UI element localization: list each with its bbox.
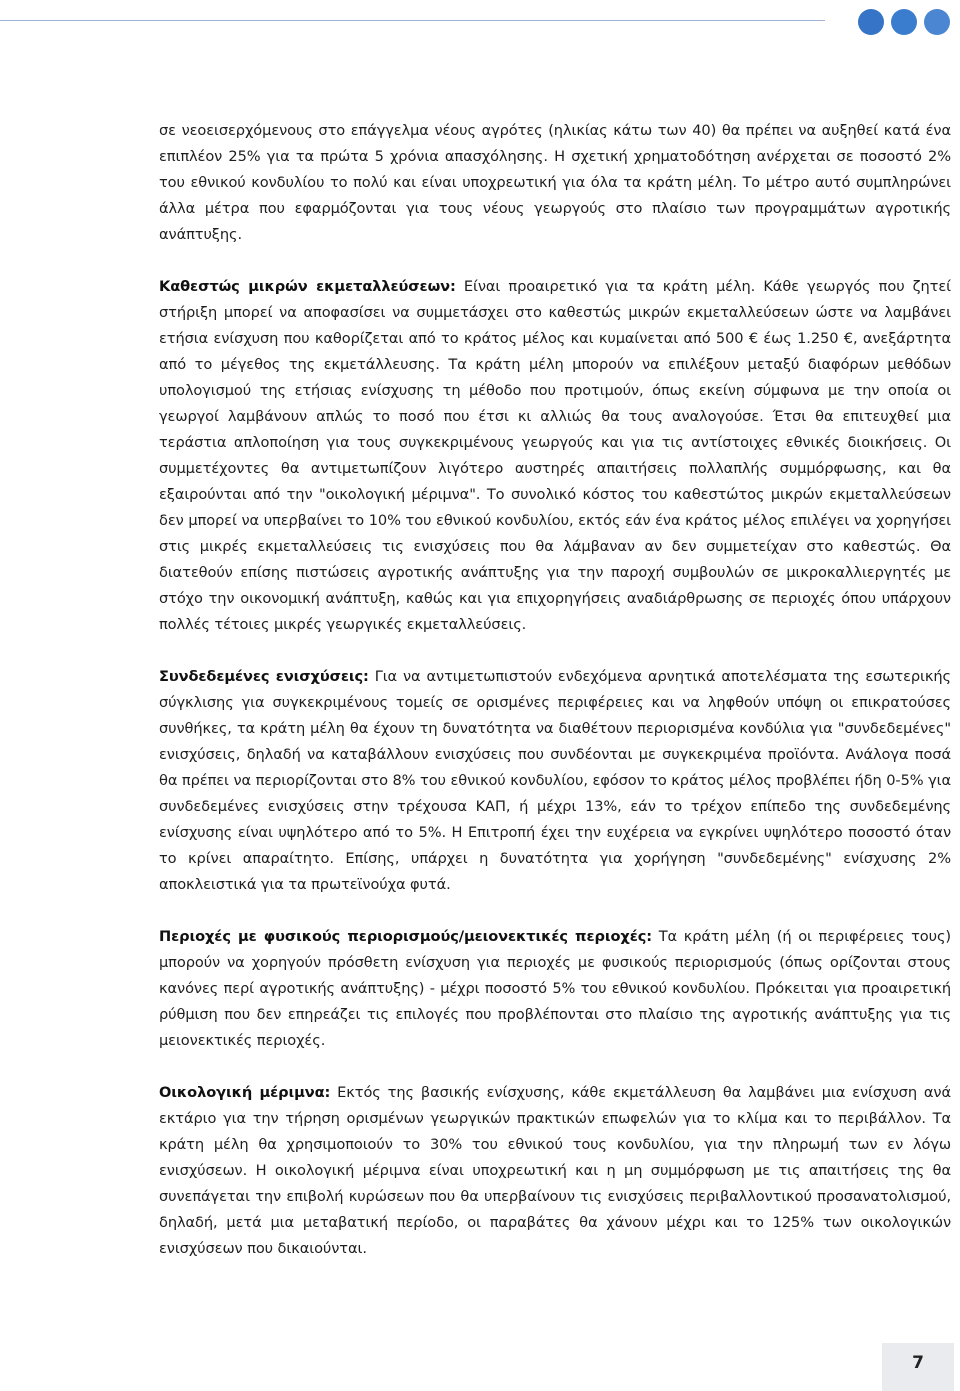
paragraph-young-farmers (159, 118, 951, 248)
paragraph-text: Εκτός της βασικής ενίσχυσης, κάθε εκμετάλλευση θα λαμβάνει μια ενίσχυση ανά εκτάριο για την τήρηση ορισμένων γεωργικών πρακτικών επωφελών για το κλίμα και το περιβάλλον. Τα κράτη μέλη θα χρησιμοποιούν το 30% του εθνικού τους κονδυλίου, για την πληρωμή των εν λόγω ενισχύσεων. Η οικολογική μέριμνα είναι υποχρεωτική και η μη συμμόρφωση με τις απαιτήσεις της θα συνεπάγεται την επιβολή κυρώσεων που θα υπερβαίνουν τις ενισχύσεις περιβαλλοντικού προσανατολισμού, δηλαδή, μετά μια μεταβατική περίοδο, οι παραβάτες θα χάνουν μέχρι και το 125% των οικολογικών ενισχύσεων που δικαιούνται. (159, 1084, 951, 1257)
paragraph-heading: Συνδεδεμένες ενισχύσεις: (159, 668, 369, 685)
paragraph-text: Για να αντιμετωπιστούν ενδεχόμενα αρνητικά αποτελέσματα της εσωτερικής σύγκλισης για συγκεκριμένους τομείς σε ορισμένες περιφέρειες και να ληφθούν υπόψη οι επικρατούσες συνθήκες, τα κράτη μέλη θα έχουν τη δυνατότητα να διαθέτουν περιορισμένα κονδύλια για "συνδεδεμένες" ενισχύσεις, δηλαδή να καταβάλλουν ενισχύσεις που συνδέονται με συγκεκριμένα προϊόντα. Ανάλογα ποσά θα πρέπει να περιορίζονται στο 8% του εθνικού κονδυλίου, εφόσον το κράτος μέλος προβλέπει ήδη 0-5% για συνδεδεμένες ενισχύσεις στην τρέχουσα ΚΑΠ, ή μέχρι 13%, εάν το τρέχον επίπεδο της συνδεδεμένης ενίσχυσης είναι υψηλότερο από το 5%. Η Επιτροπή έχει την ευχέρεια να εγκρίνει υψηλότερο ποσοστό όταν το κρίνει απαραίτητο. Επίσης, υπάρχει η δυνατότητα για χορήγηση "συνδεδεμένης" ενίσχυσης 2% αποκλειστικά για τα πρωτεϊνούχα φυτά. (159, 668, 952, 893)
paragraph-heading: Οικολογική μέριμνα: (159, 1084, 331, 1101)
header-rule (0, 20, 825, 21)
paragraph-text: Τα κράτη μέλη (ή οι περιφέρειες τους) μπορούν να χορηγούν πρόσθετη ενίσχυση για περιοχές με φυσικούς περιορισμούς (όπως ορίζονται στους κανόνες περί αγροτικής ανάπτυξης) - μέχρι ποσοστό 5% του εθνικού κονδυλίου. Πρόκειται για προαιρετική ρύθμιση που δεν επηρεάζει τις επιλογές που προβλέπονται στο πλαίσιο της αγροτικής ανάπτυξης για τις μειονεκτικές περιοχές. (159, 928, 951, 1049)
header-dots (858, 9, 950, 35)
decorative-dot (891, 9, 917, 35)
paragraph-text: Είναι προαιρετικό για τα κράτη μέλη. Κάθε γεωργός που ζητεί στήριξη μπορεί να αποφασίσει να συμμετάσχει στο καθεστώς μικρών εκμεταλλεύσεων ώστε να λαμβάνει ετήσια ενίσχυση που καθορίζεται από το κράτος μέλος και κυμαίνεται από 500 € έως 1.250 €, ανεξάρτητα από το μέγεθος της εκμετάλλευσης. Τα κράτη μέλη μπορούν να επιλέξουν μεταξύ διαφόρων μεθόδων υπολογισμού της ετήσιας ενίσχυσης τη μέθοδο που προτιμούν, όπως εκείνη σύμφωνα με την οποία οι γεωργοί λαμβάνουν απλώς το ποσό που έτσι κι αλλιώς θα τους αναλογούσε. Έτσι θα επιτευχθεί μια τεράστια απλοποίηση για τους συγκεκριμένους γεωργούς και για τις αντίστοιχες εθνικές διοικήσεις. Οι συμμετέχοντες θα αντιμετωπίζουν λιγότερο αυστηρές απαιτήσεις πολλαπλής συμμόρφωσης, και θα εξαιρούνται από την "οικολογική μέριμνα". Το συνολικό κόστος του καθεστώτος μικρών εκμεταλλεύσεων δεν μπορεί να υπερβαίνει το 10% του εθνικού κονδυλίου, εκτός εάν ένα κράτος μέλος επιλέγει να χορηγήσει στις μικρές εκμεταλλεύσεις τις ενισχύσεις που θα λάμβαναν αν δεν συμμετείχαν στο καθεστώς. Θα διατεθούν επίσης πιστώσεις αγροτικής ανάπτυξης για την παροχή συμβουλών σε μικροκαλλιεργητές με στόχο την οικονομική ανάπτυξη, καθώς και για επιχορηγήσεις αναδιάρθρωσης σε περιοχές όπου υπάρχουν πολλές τέτοιες μικρές γεωργικές εκμεταλλεύσεις. (159, 278, 951, 633)
paragraph-small-farms (159, 274, 951, 638)
decorative-dot (924, 9, 950, 35)
paragraph-natural-constraints (159, 924, 951, 1054)
paragraph-coupled-support (159, 664, 951, 898)
paragraph-text: σε νεοεισερχόμενους στο επάγγελμα νέους αγρότες (ηλικίας κάτω των 40) θα πρέπει να αυξηθεί κατά ένα επιπλέον 25% για τα πρώτα 5 χρόνια απασχόλησης. Η σχετική χρηματοδότηση ανέρχεται σε ποσοστό 2% του εθνικού κονδυλίου το πολύ και είναι υποχρεωτική για όλα τα κράτη μέλη. Το μέτρο αυτό συμπληρώνει άλλα μέτρα που εφαρμόζονται για τους νέους γεωργούς στο πλαίσιο των προγραμμάτων αγροτικής ανάπτυξης. (159, 122, 951, 243)
page-number: 7 (912, 1353, 924, 1373)
document-body (159, 118, 951, 1288)
paragraph-heading: Καθεστώς μικρών εκμεταλλεύσεων: (159, 278, 456, 295)
decorative-dot (858, 9, 884, 35)
paragraph-heading: Περιοχές με φυσικούς περιορισμούς/μειονεκτικές περιοχές: (159, 928, 653, 945)
page-number-box (882, 1343, 954, 1391)
paragraph-greening (159, 1080, 951, 1262)
